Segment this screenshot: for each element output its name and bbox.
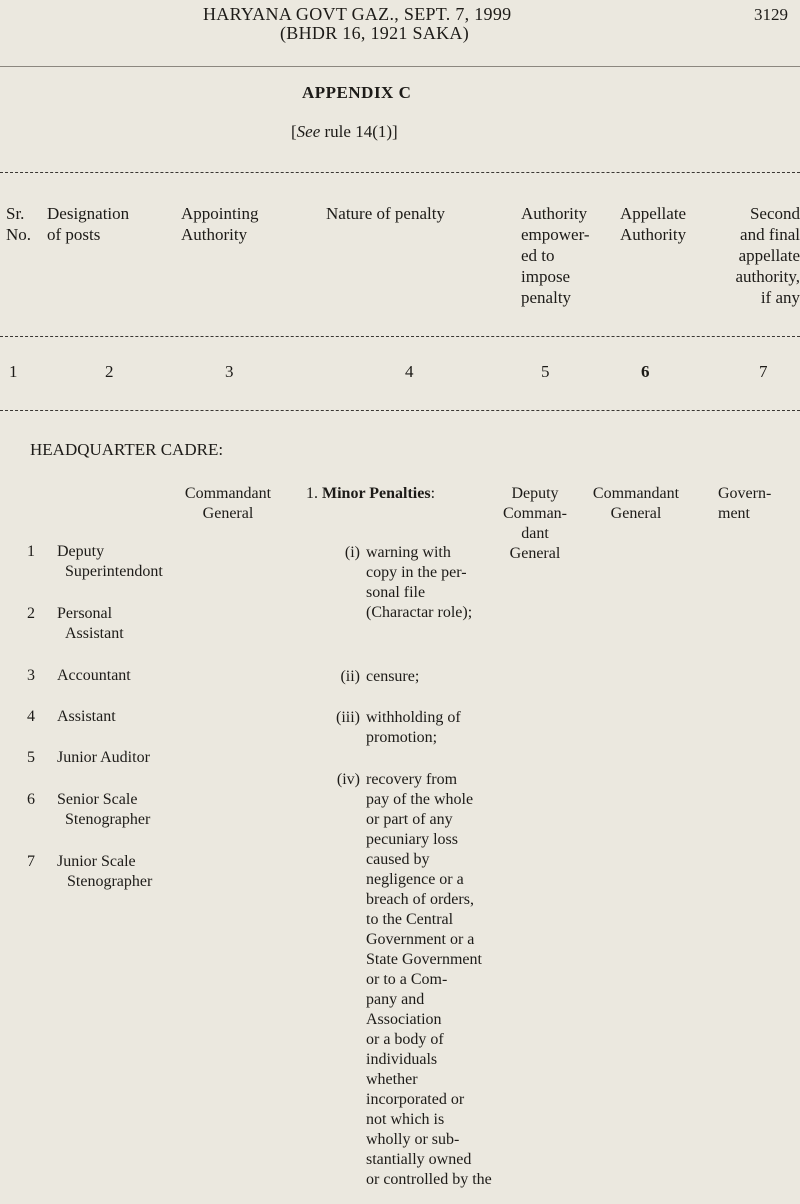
post-name: Deputy Superintendont — [57, 543, 163, 580]
gazette-header-line2: (BHDR 16, 1921 SAKA) — [280, 23, 470, 43]
penalty-text: withholding of promotion; — [366, 709, 461, 746]
column-number-3: 3 — [225, 362, 234, 381]
table-header-rule — [0, 336, 800, 337]
post-name: Assistant — [57, 708, 116, 725]
column-header-appellate-authority: Appellate Authority — [620, 204, 687, 244]
table-top-rule — [0, 172, 800, 173]
appointing-authority: Commandant General — [184, 485, 272, 522]
post-name: Junior Scale Stenographer — [57, 853, 153, 890]
column-header-sr-no: Sr. No. — [6, 204, 32, 244]
table-numbers-rule — [0, 410, 800, 411]
page-number: 3129 — [754, 5, 788, 24]
post-name: Junior Auditor — [57, 749, 150, 766]
minor-penalties-heading: 1. Minor Penalties: — [306, 485, 436, 502]
rule-reference: [See rule 14(1)] — [291, 122, 398, 141]
column-header-second-appellate: Second and final appellate authority, if any — [735, 204, 800, 307]
column-number-2: 2 — [105, 362, 114, 381]
post-number: 6 — [27, 791, 35, 808]
column-number-7: 7 — [759, 362, 768, 381]
post-number: 7 — [27, 853, 35, 870]
penalty-label: (i) — [344, 544, 360, 561]
post-name: Accountant — [57, 667, 131, 684]
post-number: 5 — [27, 749, 35, 766]
penalty-label: (ii) — [340, 668, 360, 685]
post-number: 3 — [27, 667, 35, 684]
second-appellate-authority: Govern- ment — [718, 485, 772, 522]
column-number-1: 1 — [9, 362, 18, 381]
penalty-text: warning with copy in the per- sonal file (Charactar role); — [366, 544, 473, 621]
column-number-6: 6 — [641, 362, 650, 381]
cadre-heading: HEADQUARTER CADRE: — [30, 440, 224, 459]
column-number-5: 5 — [541, 362, 550, 381]
post-name: Senior Scale Stenographer — [57, 791, 151, 828]
header-rule — [0, 66, 800, 67]
impose-authority: Deputy Comman- dant General — [503, 485, 567, 562]
penalty-text: recovery from pay of the whole or part of any pecuniary loss caused by negligence or a breach of orders, to the Central Government or a State Government or to a Com- pany and Association or a body of individuals whether incorporated or not which is wholly or sub- stantially owned or controlled by the — [366, 771, 492, 1188]
post-number: 1 — [27, 543, 35, 560]
column-header-authority-empowered: Authority empower- ed to impose penalty — [521, 204, 590, 307]
appellate-authority: Commandant General — [592, 485, 680, 522]
column-header-nature-of-penalty: Nature of penalty — [326, 204, 445, 223]
post-name: Personal Assistant — [57, 605, 124, 642]
column-number-4: 4 — [405, 362, 414, 381]
penalty-label: (iii) — [336, 709, 360, 726]
gazette-header-line1: HARYANA GOVT GAZ., SEPT. 7, 1999 — [203, 4, 512, 24]
post-number: 2 — [27, 605, 35, 622]
column-header-appointing-authority: Appointing Authority — [181, 204, 259, 244]
appendix-title: APPENDIX C — [302, 83, 412, 102]
penalty-text: censure; — [366, 668, 420, 685]
column-header-designation: Designation of posts — [47, 204, 130, 244]
post-number: 4 — [27, 708, 35, 725]
penalty-label: (iv) — [336, 771, 360, 788]
